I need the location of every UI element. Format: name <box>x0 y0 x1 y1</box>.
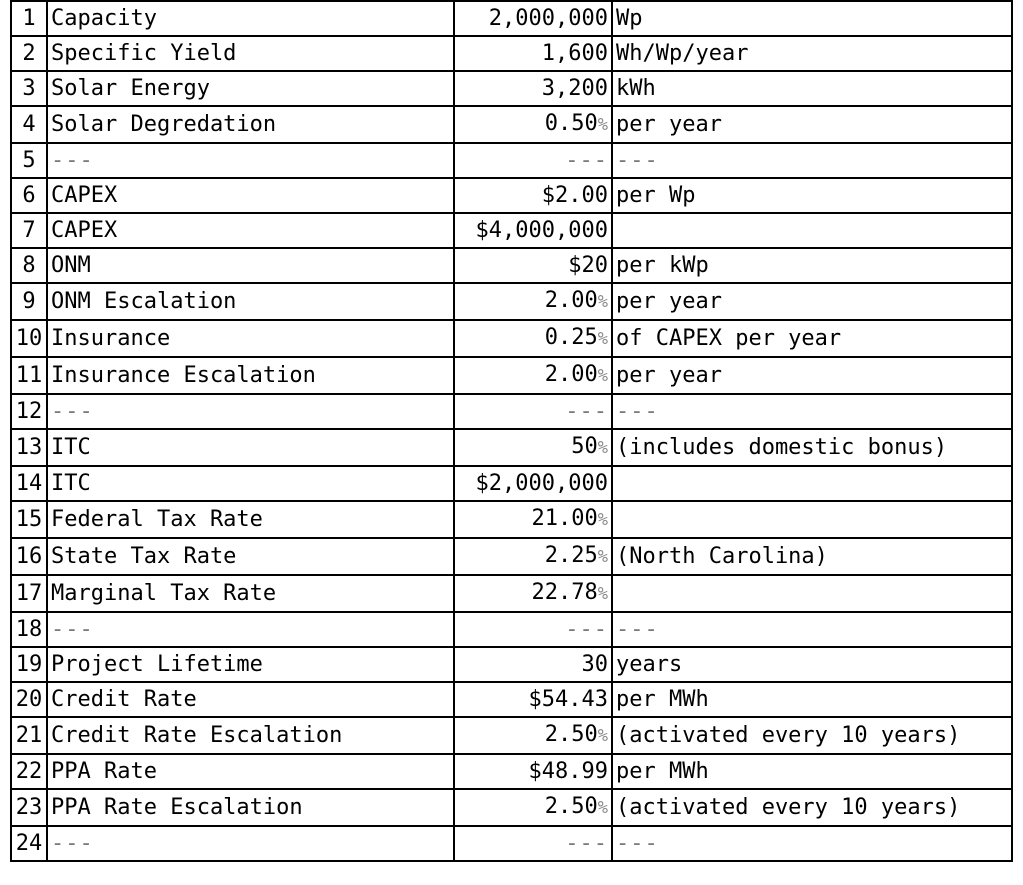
row-number: 12 <box>11 394 47 429</box>
row-unit: per MWh <box>616 687 709 712</box>
row-label-cell <box>47 789 454 826</box>
row-unit: per year <box>616 112 722 137</box>
row-number: 17 <box>11 575 47 612</box>
row-unit: per kWp <box>616 253 709 278</box>
row-unit: Wh/Wp/year <box>616 41 749 66</box>
row-value: --- <box>565 617 608 642</box>
row-value: 2.50 <box>544 794 598 819</box>
row-label-cell <box>47 143 454 178</box>
row-label: Insurance Escalation <box>51 363 316 388</box>
row-unit-cell <box>612 575 1012 612</box>
row-number: 9 <box>11 283 47 320</box>
row-label: CAPEX <box>51 183 118 208</box>
row-unit-cell <box>612 538 1012 575</box>
row-value: 2.00 <box>544 362 598 387</box>
row-label-cell <box>47 466 454 501</box>
row-label-cell <box>47 682 454 717</box>
row-unit-cell <box>612 357 1012 394</box>
row-label: Insurance <box>51 326 171 351</box>
row-label: Capacity <box>51 6 157 31</box>
table-row <box>11 36 1012 71</box>
table-row <box>11 143 1012 178</box>
table-row <box>11 754 1012 789</box>
percent-sign: % <box>597 510 608 530</box>
row-label: State Tax Rate <box>51 544 237 569</box>
row-label-cell <box>47 1 454 36</box>
row-value: $20 <box>568 253 608 278</box>
row-number: 16 <box>11 538 47 575</box>
row-label-cell <box>47 36 454 71</box>
row-number: 1 <box>11 1 47 36</box>
row-number: 18 <box>11 612 47 647</box>
row-unit-cell <box>612 717 1012 754</box>
assumptions-table <box>10 0 1013 862</box>
table-row <box>11 357 1012 394</box>
row-unit-cell <box>612 36 1012 71</box>
row-label: --- <box>51 617 94 642</box>
table-row <box>11 320 1012 357</box>
row-unit: --- <box>616 831 659 856</box>
row-number: 23 <box>11 789 47 826</box>
row-label: ONM <box>51 253 91 278</box>
row-unit: kWh <box>616 76 656 101</box>
row-label: Marginal Tax Rate <box>51 581 277 606</box>
row-unit: (includes domestic bonus) <box>616 435 948 460</box>
table-row <box>11 575 1012 612</box>
row-number: 8 <box>11 248 47 283</box>
row-unit-cell <box>612 429 1012 466</box>
row-value: 2.50 <box>544 722 598 747</box>
row-label-cell <box>47 826 454 861</box>
percent-sign: % <box>597 292 608 312</box>
row-number: 14 <box>11 466 47 501</box>
row-unit: of CAPEX per year <box>616 326 842 351</box>
row-label-cell <box>47 71 454 106</box>
row-number: 7 <box>11 213 47 248</box>
row-label: Credit Rate <box>51 687 197 712</box>
row-unit-cell <box>612 320 1012 357</box>
row-value-cell <box>454 248 612 283</box>
percent-sign: % <box>597 547 608 567</box>
table-row <box>11 106 1012 143</box>
row-value: $2,000,000 <box>475 471 608 496</box>
row-number: 21 <box>11 717 47 754</box>
row-value: --- <box>565 148 608 173</box>
row-value-cell <box>454 647 612 682</box>
row-label: Solar Degredation <box>51 112 277 137</box>
row-value-cell <box>454 575 612 612</box>
row-value-cell <box>454 789 612 826</box>
row-label: Credit Rate Escalation <box>51 723 343 748</box>
row-unit: --- <box>616 617 659 642</box>
row-label: --- <box>51 148 94 173</box>
percent-sign: % <box>597 438 608 458</box>
row-value-cell <box>454 143 612 178</box>
row-value: 30 <box>581 652 608 677</box>
row-number: 5 <box>11 143 47 178</box>
row-label-cell <box>47 575 454 612</box>
row-unit: Wp <box>616 6 643 31</box>
percent-sign: % <box>597 584 608 604</box>
row-unit: (activated every 10 years) <box>616 723 961 748</box>
row-value-cell <box>454 612 612 647</box>
row-number: 15 <box>11 501 47 538</box>
row-label-cell <box>47 248 454 283</box>
row-unit: --- <box>616 148 659 173</box>
table-row <box>11 283 1012 320</box>
row-label-cell <box>47 283 454 320</box>
row-label: --- <box>51 831 94 856</box>
row-value-cell <box>454 538 612 575</box>
percent-sign: % <box>597 329 608 349</box>
row-value: 0.25 <box>544 325 598 350</box>
row-value: 22.78 <box>531 580 598 605</box>
row-number: 11 <box>11 357 47 394</box>
row-value: 2.25 <box>544 543 598 568</box>
row-value: 1,600 <box>541 41 608 66</box>
row-unit: (activated every 10 years) <box>616 795 961 820</box>
row-value-cell <box>454 466 612 501</box>
row-label-cell <box>47 213 454 248</box>
row-value-cell <box>454 717 612 754</box>
row-value: $2.00 <box>541 183 608 208</box>
row-unit: --- <box>616 399 659 424</box>
row-unit-cell <box>612 682 1012 717</box>
assumptions-table-body <box>11 1 1012 861</box>
row-value-cell <box>454 394 612 429</box>
row-unit: per year <box>616 363 722 388</box>
row-label-cell <box>47 754 454 789</box>
row-label: Solar Energy <box>51 76 210 101</box>
percent-sign: % <box>597 726 608 746</box>
row-number: 3 <box>11 71 47 106</box>
row-label-cell <box>47 538 454 575</box>
row-unit: years <box>616 652 683 677</box>
row-label-cell <box>47 717 454 754</box>
row-label: Specific Yield <box>51 41 237 66</box>
row-unit-cell <box>612 501 1012 538</box>
row-unit: per Wp <box>616 183 696 208</box>
row-value-cell <box>454 213 612 248</box>
row-unit-cell <box>612 71 1012 106</box>
table-row <box>11 429 1012 466</box>
row-value-cell <box>454 71 612 106</box>
row-unit-cell <box>612 754 1012 789</box>
row-value-cell <box>454 36 612 71</box>
row-label: PPA Rate <box>51 759 157 784</box>
row-label: ITC <box>51 471 91 496</box>
table-row <box>11 538 1012 575</box>
row-label: --- <box>51 399 94 424</box>
row-number: 19 <box>11 647 47 682</box>
table-row <box>11 612 1012 647</box>
row-label: Federal Tax Rate <box>51 507 263 532</box>
row-label: CAPEX <box>51 218 118 243</box>
row-unit-cell <box>612 283 1012 320</box>
row-value: --- <box>565 399 608 424</box>
percent-sign: % <box>597 366 608 386</box>
row-label-cell <box>47 320 454 357</box>
row-number: 6 <box>11 178 47 213</box>
row-unit: per MWh <box>616 759 709 784</box>
table-row <box>11 501 1012 538</box>
row-value-cell <box>454 178 612 213</box>
percent-sign: % <box>597 115 608 135</box>
row-value-cell <box>454 106 612 143</box>
table-row <box>11 213 1012 248</box>
row-unit-cell <box>612 466 1012 501</box>
row-label: Project Lifetime <box>51 652 263 677</box>
row-number: 4 <box>11 106 47 143</box>
row-unit-cell <box>612 612 1012 647</box>
row-value: 2,000,000 <box>488 6 608 31</box>
row-label-cell <box>47 178 454 213</box>
row-label-cell <box>47 357 454 394</box>
row-label-cell <box>47 647 454 682</box>
row-label-cell <box>47 501 454 538</box>
row-unit-cell <box>612 178 1012 213</box>
row-value-cell <box>454 826 612 861</box>
row-unit-cell <box>612 248 1012 283</box>
table-row <box>11 682 1012 717</box>
row-unit-cell <box>612 106 1012 143</box>
row-value: 2.00 <box>544 288 598 313</box>
table-row <box>11 789 1012 826</box>
row-number: 13 <box>11 429 47 466</box>
table-row <box>11 71 1012 106</box>
row-unit: per year <box>616 289 722 314</box>
table-row <box>11 647 1012 682</box>
row-label: ITC <box>51 435 91 460</box>
row-value-cell <box>454 754 612 789</box>
row-value: $54.43 <box>528 687 608 712</box>
table-row <box>11 826 1012 861</box>
row-label-cell <box>47 612 454 647</box>
row-unit-cell <box>612 143 1012 178</box>
row-unit-cell <box>612 394 1012 429</box>
row-value-cell <box>454 682 612 717</box>
row-number: 20 <box>11 682 47 717</box>
row-number: 22 <box>11 754 47 789</box>
table-row <box>11 394 1012 429</box>
row-value: --- <box>565 831 608 856</box>
row-number: 10 <box>11 320 47 357</box>
table-row <box>11 466 1012 501</box>
row-unit-cell <box>612 647 1012 682</box>
row-value: 3,200 <box>541 76 608 101</box>
row-label-cell <box>47 429 454 466</box>
row-label-cell <box>47 106 454 143</box>
table-row <box>11 248 1012 283</box>
row-value-cell <box>454 501 612 538</box>
row-value-cell <box>454 429 612 466</box>
row-value: $4,000,000 <box>475 218 608 243</box>
row-value-cell <box>454 1 612 36</box>
row-unit-cell <box>612 789 1012 826</box>
row-value-cell <box>454 283 612 320</box>
row-unit: (North Carolina) <box>616 544 828 569</box>
row-unit-cell <box>612 826 1012 861</box>
percent-sign: % <box>597 798 608 818</box>
row-value-cell <box>454 320 612 357</box>
row-value: 21.00 <box>531 506 598 531</box>
row-label: ONM Escalation <box>51 289 237 314</box>
row-label-cell <box>47 394 454 429</box>
row-unit-cell <box>612 1 1012 36</box>
table-row <box>11 178 1012 213</box>
row-number: 2 <box>11 36 47 71</box>
row-unit-cell <box>612 213 1012 248</box>
row-value-cell <box>454 357 612 394</box>
table-row <box>11 717 1012 754</box>
row-value: 0.50 <box>544 111 598 136</box>
table-row <box>11 1 1012 36</box>
row-label: PPA Rate Escalation <box>51 795 303 820</box>
row-value: $48.99 <box>528 759 608 784</box>
row-number: 24 <box>11 826 47 861</box>
row-value: 50 <box>571 434 598 459</box>
